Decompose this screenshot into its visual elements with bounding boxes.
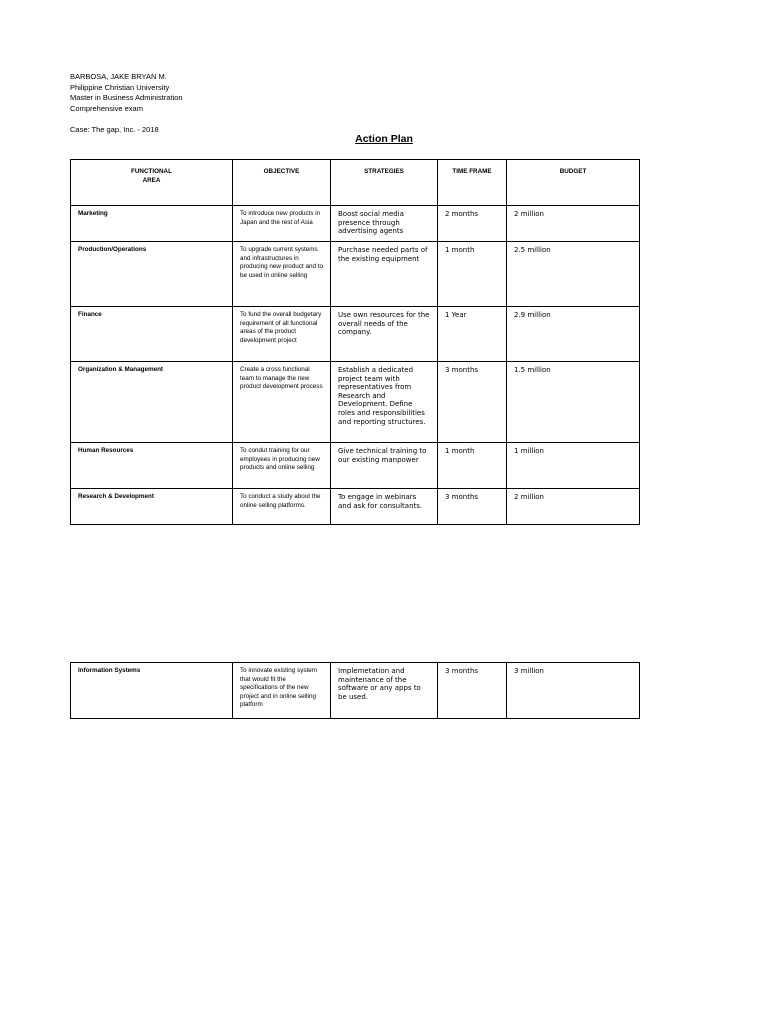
functional-area-cell: Marketing xyxy=(71,206,233,242)
time-frame-cell: 2 months xyxy=(438,206,507,242)
table-row xyxy=(71,443,640,489)
column-header-time-frame: TIME FRAME xyxy=(438,160,507,206)
strategy-cell: Implemetation and maintenance of the software or any apps to be used. xyxy=(331,663,438,719)
action-plan-table-continued xyxy=(70,662,640,719)
column-header-strategies: STRATEGIES xyxy=(331,160,438,206)
budget-cell: 2.9 million xyxy=(507,307,640,362)
table-row xyxy=(71,242,640,307)
time-frame-cell: 3 months xyxy=(438,663,507,719)
case-label: Case: The gap, Inc. - 2018 xyxy=(70,125,159,134)
strategy-cell: Establish a dedicated project team with representatives from Research and Development. Define roles and responsibilities and reporting structures. xyxy=(331,362,438,443)
time-frame-cell: 3 months xyxy=(438,489,507,525)
budget-cell: 1 million xyxy=(507,443,640,489)
budget-cell: 2 million xyxy=(507,489,640,525)
functional-area-cell: Information Systems xyxy=(71,663,233,719)
functional-area-cell: Human Resources xyxy=(71,443,233,489)
table-row xyxy=(71,206,640,242)
functional-area-cell: Organization & Management xyxy=(71,362,233,443)
objective-cell: Create a cross functional team to manage the new product development process xyxy=(233,362,331,443)
budget-cell: 1.5 million xyxy=(507,362,640,443)
column-header-objective: OBJECTIVE xyxy=(233,160,331,206)
strategy-cell: Give technical training to our existing manpower xyxy=(331,443,438,489)
table-row xyxy=(71,663,640,719)
author-name: BARBOSA, JAKE BRYAN M. xyxy=(70,72,167,81)
time-frame-cell: 3 months xyxy=(438,362,507,443)
author-header xyxy=(70,72,183,114)
strategy-cell: To engage in webinars and ask for consultants. xyxy=(331,489,438,525)
objective-cell: To upgrade current systems and infrastructures in producing new product and to be used in online selling xyxy=(233,242,331,307)
program-name: Master in Business Administration xyxy=(70,93,183,102)
table-row xyxy=(71,489,640,525)
column-header-area: FUNCTIONAL AREA xyxy=(71,160,233,206)
exam-name: Comprehensive exam xyxy=(70,103,143,113)
page-title: Action Plan xyxy=(355,133,413,145)
functional-area-cell: Production/Operations xyxy=(71,242,233,307)
time-frame-cell: 1 month xyxy=(438,242,507,307)
strategy-cell: Use own resources for the overall needs of the company. xyxy=(331,307,438,362)
university-name: Philippine Christian University xyxy=(70,82,170,92)
time-frame-cell: 1 month xyxy=(438,443,507,489)
budget-cell: 3 million xyxy=(507,663,640,719)
functional-area-cell: Finance xyxy=(71,307,233,362)
objective-cell: To innovate existing system that would fit the specifications of the new project and in online selling platform xyxy=(233,663,331,719)
column-header-budget: BUDGET xyxy=(507,160,640,206)
table-row xyxy=(71,362,640,443)
functional-area-cell: Research & Development xyxy=(71,489,233,525)
strategy-cell: Boost social media presence through advertising agents xyxy=(331,206,438,242)
action-plan-table xyxy=(70,159,640,525)
table-row xyxy=(71,307,640,362)
objective-cell: To introduce new products in Japan and the rest of Asia xyxy=(233,206,331,242)
strategy-cell: Purchase needed parts of the existing equipment xyxy=(331,242,438,307)
budget-cell: 2.5 million xyxy=(507,242,640,307)
budget-cell: 2 million xyxy=(507,206,640,242)
objective-cell: To conduct a study about the online selling platforms. xyxy=(233,489,331,525)
objective-cell: To fund the overall budgetary requirement of all functional areas of the product development project xyxy=(233,307,331,362)
objective-cell: To condut training for our employees in producing new products and online selling xyxy=(233,443,331,489)
time-frame-cell: 1 Year xyxy=(438,307,507,362)
table-header-row xyxy=(71,160,640,206)
